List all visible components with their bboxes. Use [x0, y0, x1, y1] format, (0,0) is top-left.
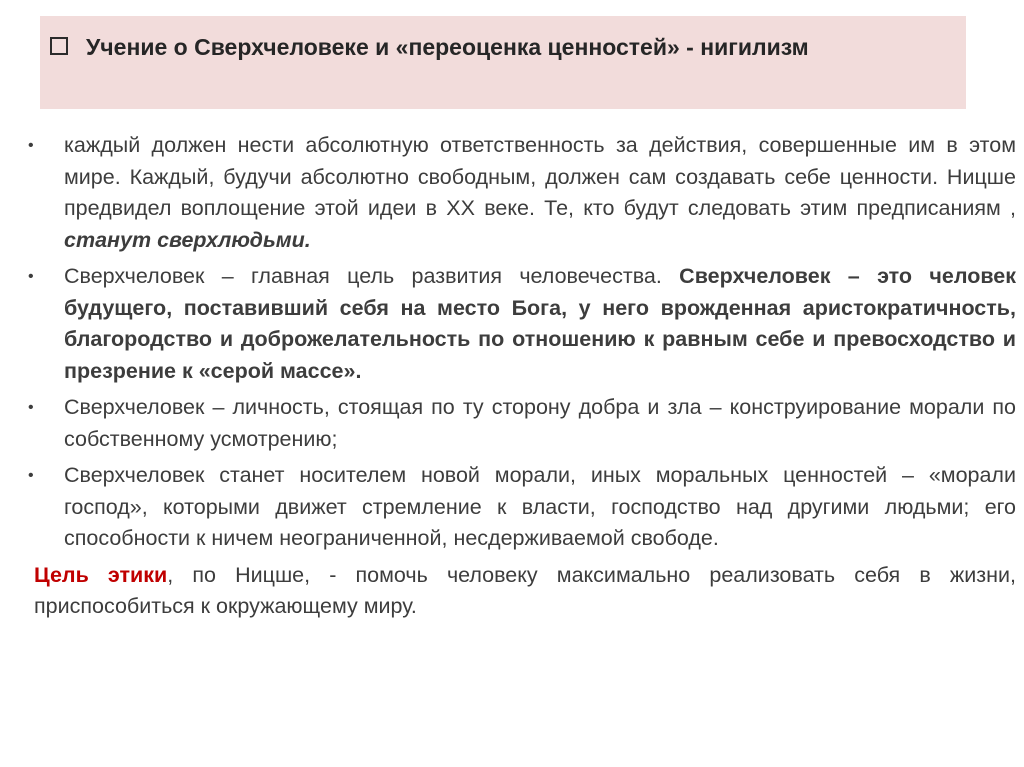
bullet-text-part: каждый должен нести абсолютную ответственность за действия, совершенные им в этом мире. Каждый, будучи абсолютно свободным, должен сам создавать себе ценности. Ницше предвидел воплощение этой идеи в XX веке. Те, кто будут следовать этим предписаниям ,	[64, 133, 1016, 220]
bullet-item	[28, 460, 1016, 555]
bullet-text-part: Сверхчеловек станет носителем новой морали, иных моральных ценностей – «морали господ», которыми движет стремление к власти, господство над другими людьми; его способности к ничем неограниченной, несдерживаемой свободе.	[64, 463, 1016, 550]
bullet-dot-icon: •	[28, 467, 34, 484]
slide-content	[28, 130, 1016, 623]
bullet-item	[28, 392, 1016, 455]
bullet-text-emphasis: Сверхчеловек – это человек будущего, поставивший себя на место Бога, у него врожденная аристократичность, благородство и доброжелательность по отношению к равным себе и превосходство и презрение к «серой массе».	[64, 264, 1017, 383]
bullet-dot-icon: •	[28, 137, 34, 154]
title-box	[40, 16, 966, 109]
title-row	[50, 28, 948, 66]
slide-title: Учение о Сверхчеловеке и «переоценка ценностей» - нигилизм	[86, 34, 809, 60]
bullet-text-part: Сверхчеловек – главная цель развития человечества.	[64, 264, 680, 288]
bullet-text	[64, 130, 1016, 256]
bullet-text	[64, 460, 1016, 555]
bullet-text-emphasis: станут сверхлюдьми.	[64, 227, 311, 252]
bullet-text	[64, 392, 1016, 455]
bullet-text	[64, 261, 1016, 387]
bullet-dot-icon: •	[28, 268, 34, 285]
bullet-dot-icon: •	[28, 399, 34, 416]
conclusion-paragraph	[28, 560, 1016, 623]
conclusion-text: , по Ницше, - помочь человеку максимально реализовать себя в жизни, приспособиться к окружающему миру.	[34, 562, 1016, 618]
bullet-item	[28, 130, 1016, 256]
bullet-item	[28, 261, 1016, 387]
checkbox-square-icon	[50, 37, 68, 55]
bullet-text-part: Сверхчеловек – личность, стоящая по ту сторону добра и зла – конструирование морали по собственному усмотрению;	[64, 395, 1016, 451]
conclusion-highlight: Цель этики	[34, 562, 168, 587]
